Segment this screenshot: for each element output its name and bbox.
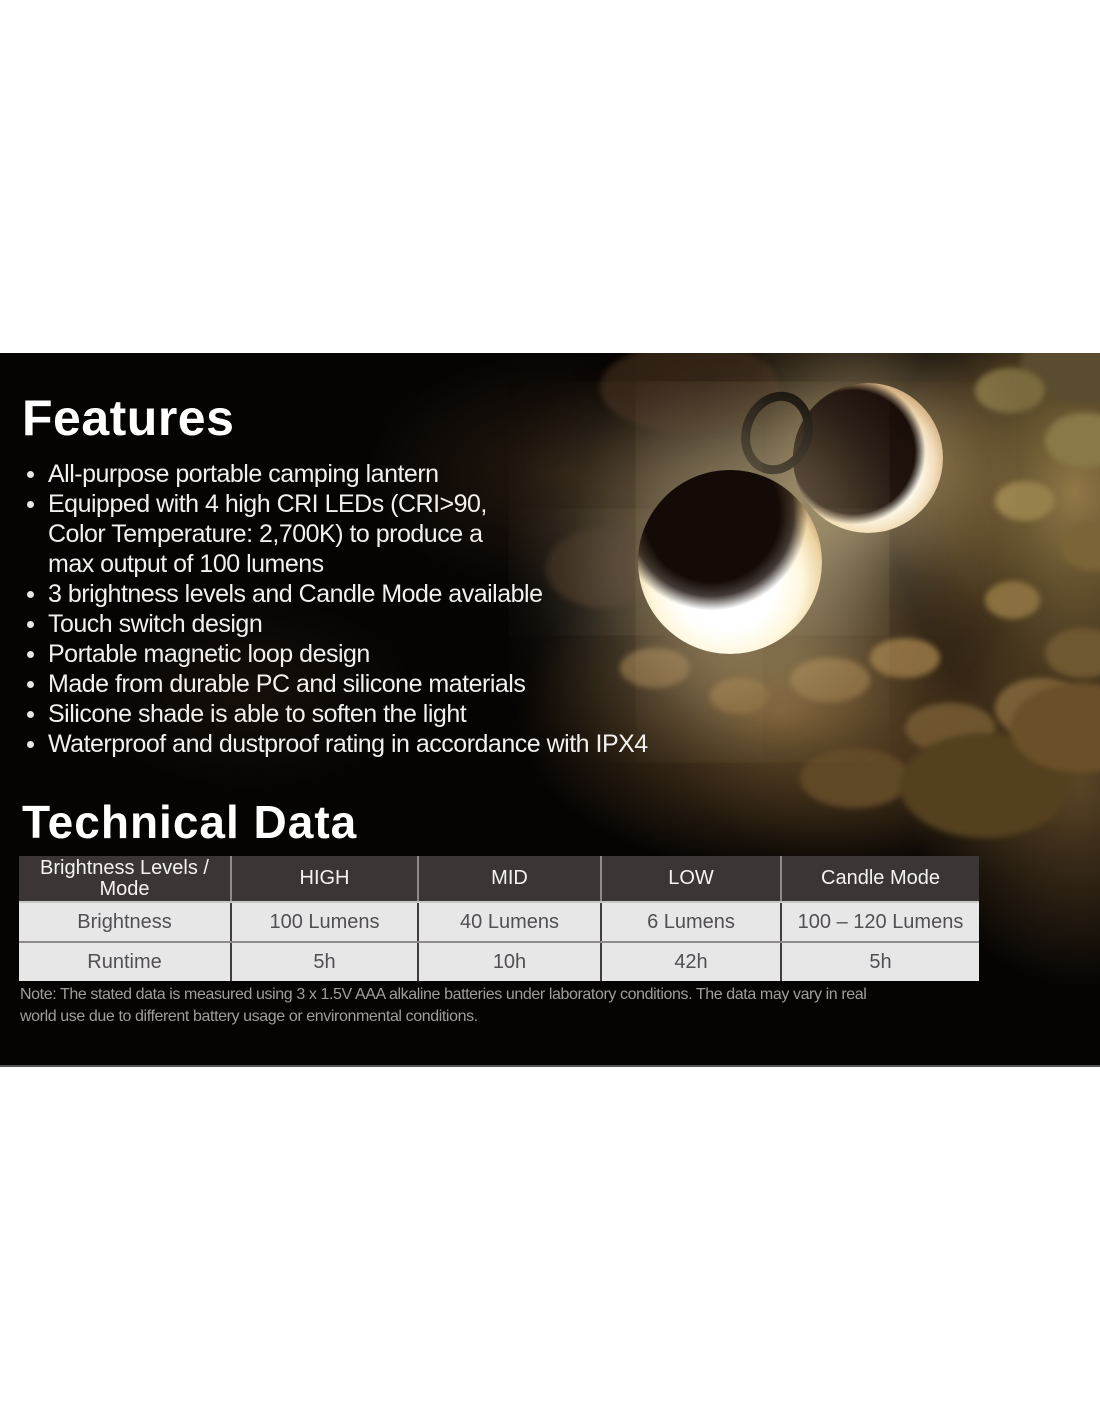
pebble-decor	[1045, 628, 1100, 678]
bullet-icon	[27, 621, 34, 628]
lantern-sphere-front	[638, 470, 822, 654]
product-photo	[0, 353, 1100, 1067]
header-cell-mode: Brightness Levels / Mode	[40, 856, 209, 900]
feature-item	[22, 669, 648, 699]
cell-value: 5h	[230, 943, 417, 981]
feature-text: Made from durable PC and silicone materials	[48, 670, 526, 698]
technical-data-table	[19, 856, 979, 981]
lantern-sphere-back	[793, 383, 943, 533]
features-title: Features	[22, 390, 235, 446]
bullet-icon	[27, 711, 34, 718]
bullet-icon	[27, 501, 34, 508]
cell-value: 10h	[417, 943, 600, 981]
table-header-row	[19, 856, 979, 901]
cell-value: 5h	[780, 943, 979, 981]
pebble-decor	[985, 581, 1040, 619]
feature-item	[22, 459, 648, 489]
feature-item	[22, 639, 648, 669]
table-row-brightness	[19, 903, 979, 941]
feature-text: Equipped with 4 high CRI LEDs (CRI>90,	[48, 490, 487, 518]
row-label: Brightness	[77, 910, 172, 933]
row-label: Runtime	[87, 950, 162, 973]
note-line: world use due to different battery usage or environmental conditions.	[20, 1008, 478, 1025]
table-row-runtime	[19, 943, 979, 981]
cell-value: 6 Lumens	[600, 903, 780, 941]
cell-value: 42h	[600, 943, 780, 981]
bullet-icon	[27, 741, 34, 748]
technical-data-title: Technical Data	[22, 796, 358, 848]
feature-item	[22, 699, 648, 729]
table-note	[20, 984, 866, 1028]
feature-text: Touch switch design	[48, 610, 263, 638]
feature-text: Silicone shade is able to soften the light	[48, 700, 467, 728]
note-line: Note: The stated data is measured using 3 x 1.5V AAA alkaline batteries under laboratory conditions. The data may vary in real	[20, 986, 867, 1003]
pebble-decor	[975, 368, 1045, 413]
bullet-icon	[27, 681, 34, 688]
feature-item-continued	[22, 549, 648, 579]
header-cell-candle: Candle Mode	[780, 856, 979, 901]
cell-value: 100 Lumens	[230, 903, 417, 941]
feature-text: All-purpose portable camping lantern	[48, 460, 439, 488]
feature-text: Portable magnetic loop design	[48, 640, 370, 668]
feature-text: Waterproof and dustproof rating in accordance with IPX4	[48, 730, 648, 758]
feature-text: max output of 100 lumens	[48, 550, 324, 578]
feature-item	[22, 579, 648, 609]
feature-item	[22, 609, 648, 639]
pebble-decor	[1045, 413, 1100, 468]
cell-value: 100 – 120 Lumens	[780, 903, 979, 941]
pebble-decor	[790, 658, 870, 702]
pebble-decor	[995, 481, 1055, 521]
bullet-icon	[27, 471, 34, 478]
features-list	[22, 459, 648, 759]
pebble-decor	[1060, 521, 1100, 571]
feature-item-continued	[22, 519, 648, 549]
feature-text: 3 brightness levels and Candle Mode available	[48, 580, 543, 608]
bullet-icon	[27, 651, 34, 658]
header-cell-low: LOW	[600, 856, 780, 901]
header-cell-high: HIGH	[230, 856, 417, 901]
bullet-icon	[27, 591, 34, 598]
pebble-decor	[870, 638, 940, 678]
feature-item	[22, 729, 648, 759]
cell-value: 40 Lumens	[417, 903, 600, 941]
header-cell-mid: MID	[417, 856, 600, 901]
feature-item	[22, 489, 648, 519]
feature-text: Color Temperature: 2,700K) to produce a	[48, 520, 483, 548]
pebble-decor	[800, 748, 910, 808]
pebble-decor	[710, 678, 770, 714]
